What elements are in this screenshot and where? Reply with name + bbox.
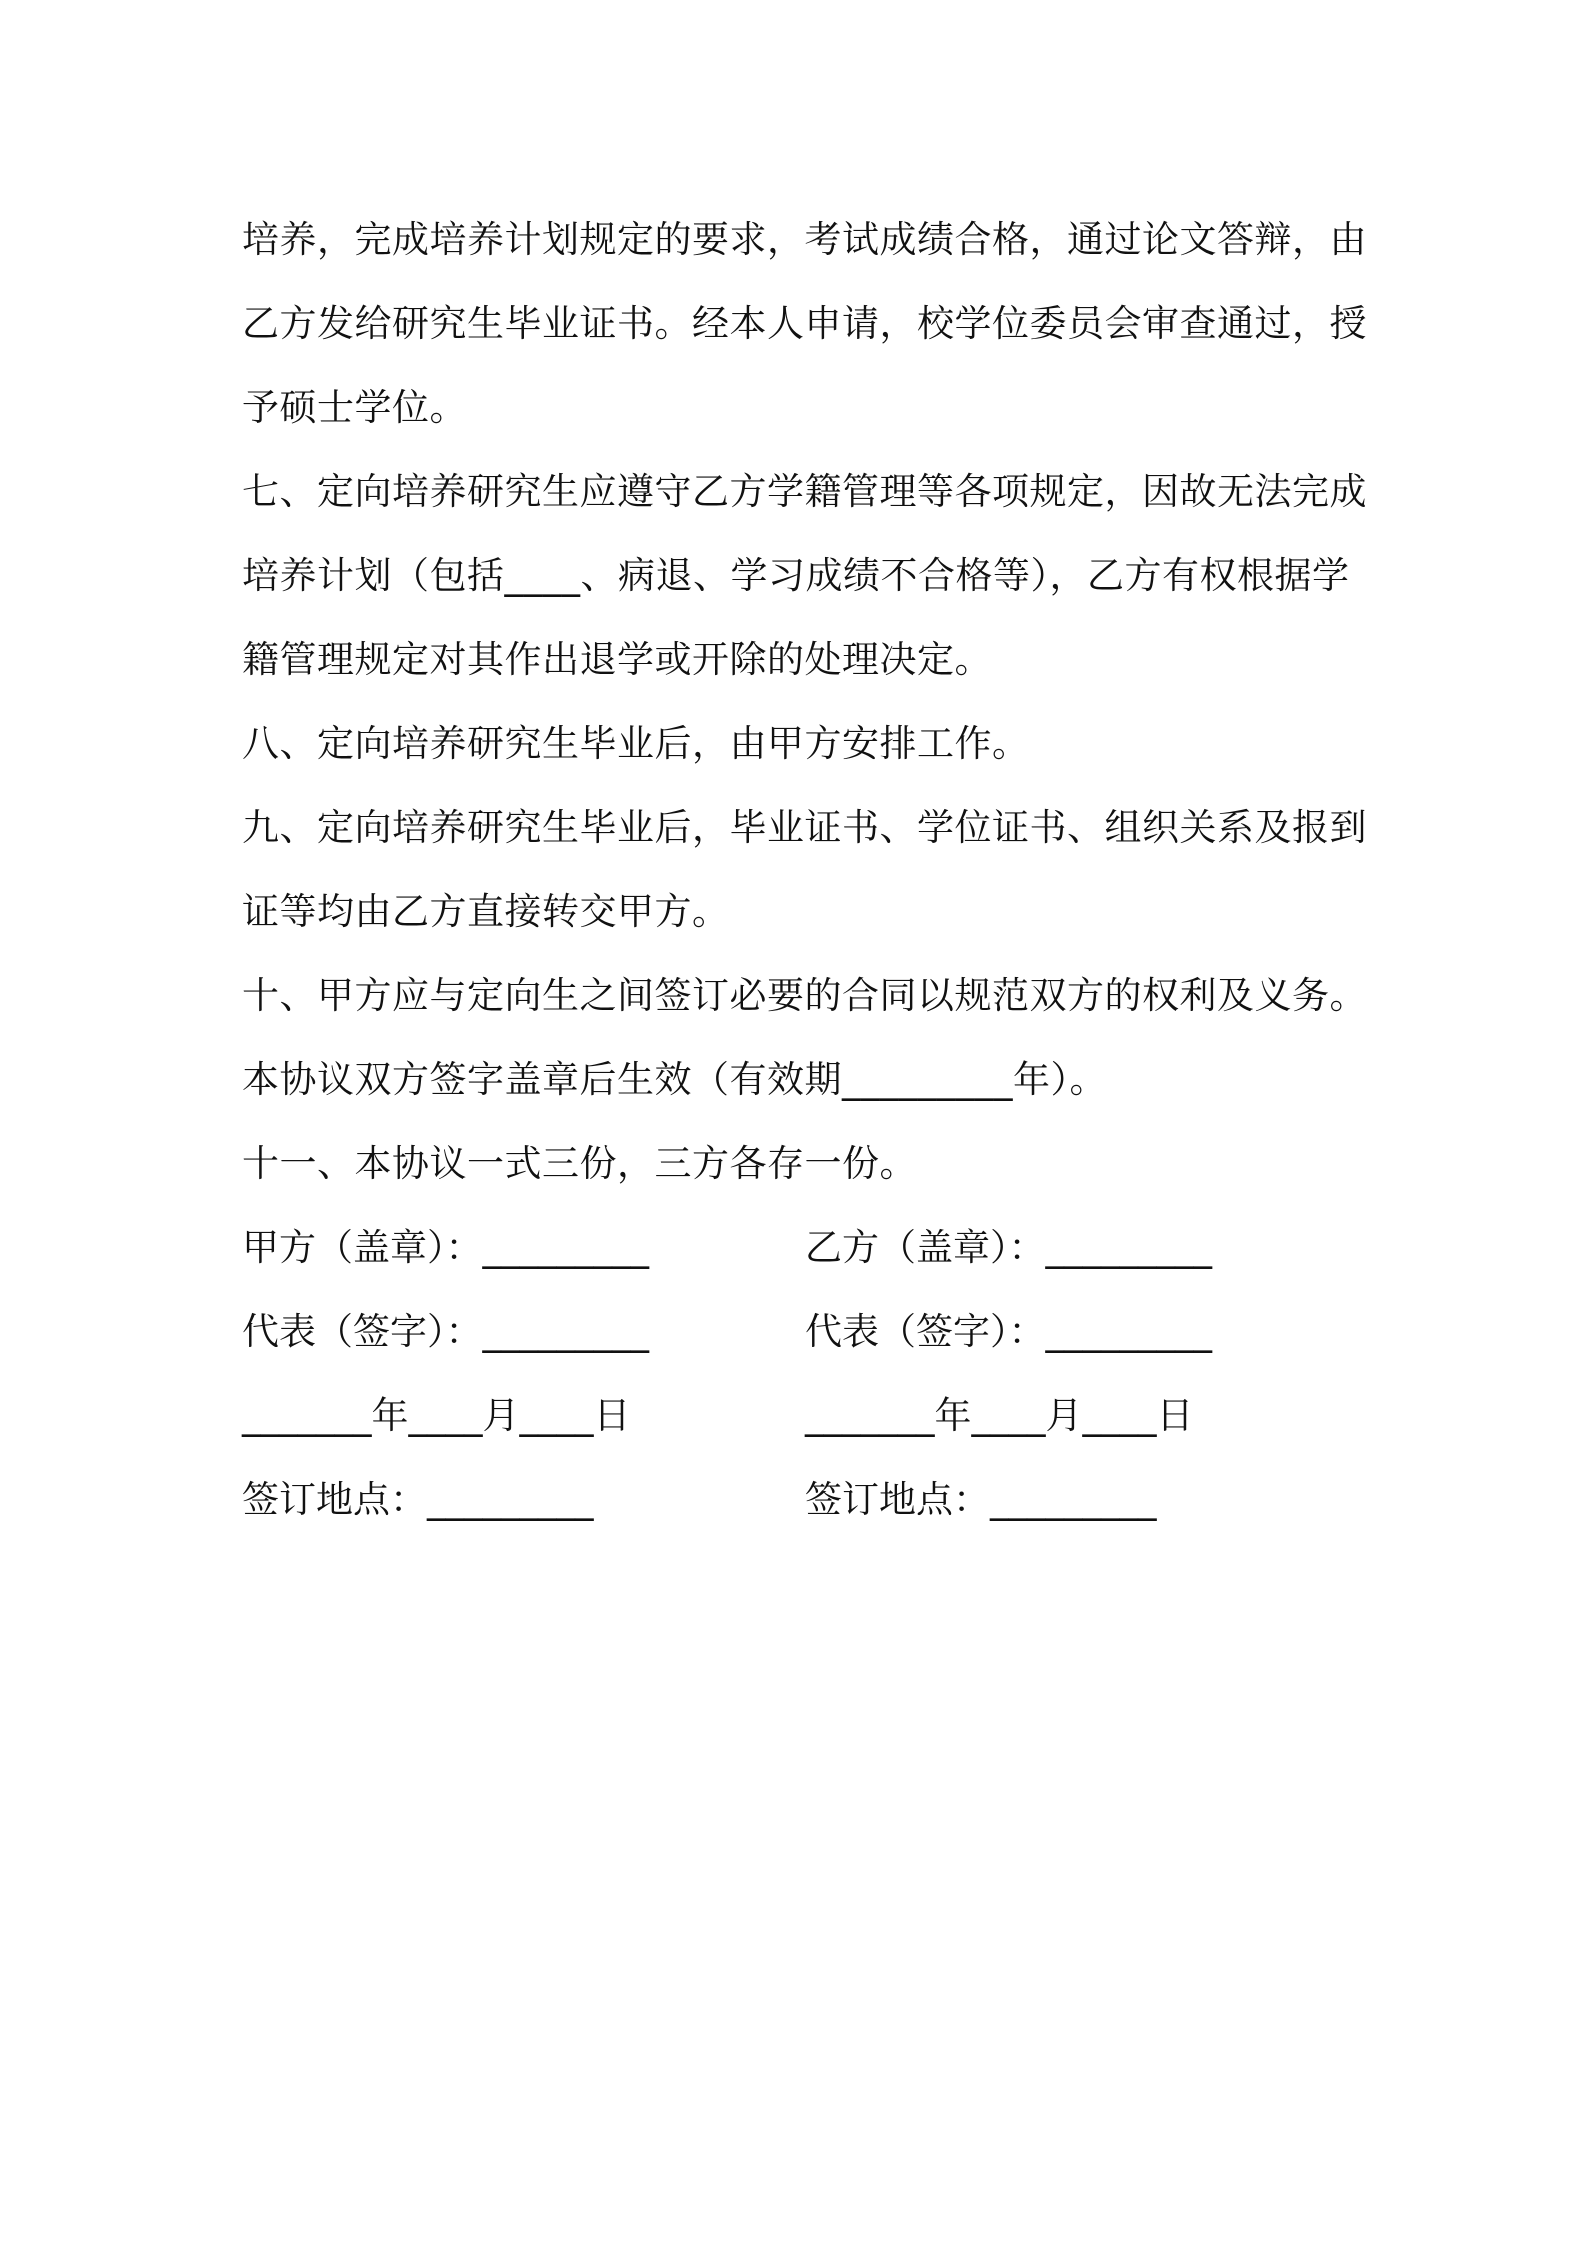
signature-row-date	[242, 1374, 1362, 1458]
signature-row-seal	[242, 1206, 1362, 1290]
party-a-seal: 甲方（盖章）：_________	[242, 1226, 649, 1269]
party-b-representative: 代表（签字）：_________	[805, 1310, 1212, 1353]
document-body	[242, 198, 1367, 1542]
party-a-place: 签订地点：_________	[242, 1478, 594, 1521]
signature-row-place	[242, 1458, 1362, 1542]
paragraph-line: 籍管理规定对其作出退学或开除的处理决定。	[242, 638, 992, 681]
party-a-representative: 代表（签字）：_________	[242, 1310, 649, 1353]
clause-seven: 七、定向培养研究生应遵守乙方学籍管理等各项规定，因故无法完成	[242, 470, 1367, 513]
clause-nine: 九、定向培养研究生毕业后，毕业证书、学位证书、组织关系及报到	[242, 806, 1367, 849]
clause-eight: 八、定向培养研究生毕业后，由甲方安排工作。	[242, 722, 1030, 765]
party-b-date: _______年____月____日	[805, 1394, 1194, 1437]
party-b-seal: 乙方（盖章）：_________	[805, 1226, 1212, 1269]
paragraph-line: 证等均由乙方直接转交甲方。	[242, 890, 730, 933]
paragraph-line: 培养，完成培养计划规定的要求，考试成绩合格，通过论文答辩，由	[242, 218, 1367, 261]
paragraph-line: 培养计划（包括____、病退、学习成绩不合格等），乙方有权根据学	[242, 554, 1350, 597]
signature-row-representative	[242, 1290, 1362, 1374]
clause-ten: 十、甲方应与定向生之间签订必要的合同以规范双方的权利及义务。	[242, 974, 1367, 1017]
paragraph-line: 本协议双方签字盖章后生效（有效期_________年）。	[242, 1058, 1107, 1101]
party-a-date: _______年____月____日	[242, 1394, 631, 1437]
party-b-place: 签订地点：_________	[805, 1478, 1157, 1521]
paragraph-line: 予硕士学位。	[242, 386, 467, 429]
paragraph-line: 乙方发给研究生毕业证书。经本人申请，校学位委员会审查通过，授	[242, 302, 1367, 345]
clause-eleven: 十一、本协议一式三份，三方各存一份。	[242, 1142, 917, 1185]
